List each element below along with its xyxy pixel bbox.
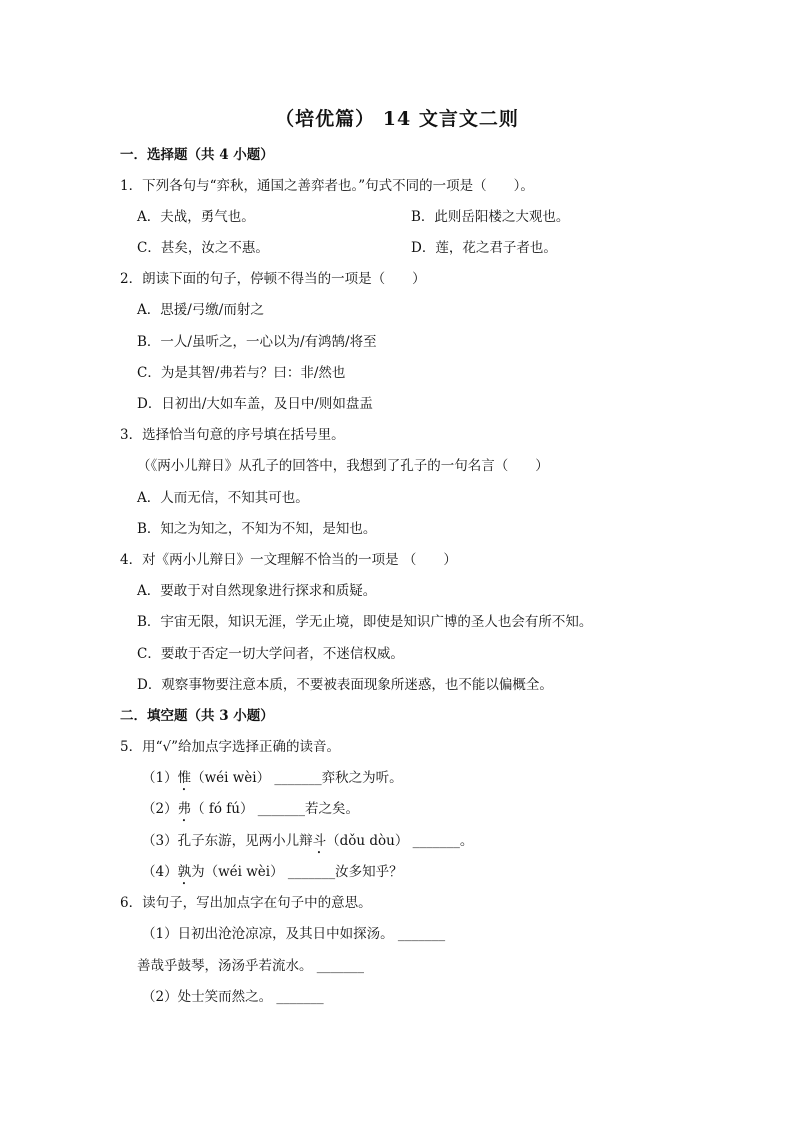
- question-6-stem: 6．读句子，写出加点字在句子中的意思。: [120, 895, 372, 911]
- question-3-option-b: B．知之为知之，不知为不知，是知也。: [137, 521, 377, 537]
- question-2-option-a: A．思援/弓缴/而射之: [137, 302, 264, 318]
- question-3-subtext: （《两小儿辩日》从孔子的回答中，我想到了孔子的一句名言（ ）: [137, 458, 549, 474]
- dotted-character: 斗: [312, 833, 327, 849]
- question-5-item-2: [142, 800, 359, 825]
- question-5-stem: 5．用“√”给加点字选择正确的读音。: [120, 739, 340, 755]
- question-5-item-4: [142, 863, 403, 888]
- pinyin-options: 为（wéi wèi）: [191, 864, 284, 880]
- item-suffix: 。: [459, 833, 474, 849]
- question-1-option-c: C．甚矣，汝之不惠。: [137, 240, 269, 256]
- item-suffix: 若之矣。: [305, 801, 360, 817]
- pinyin-options: （ fó fú）: [191, 801, 254, 817]
- page-title: （培优篇） 14 文言文二则: [275, 108, 519, 130]
- answer-blank[interactable]: _______: [287, 864, 336, 880]
- question-4-option-d: D．观察事物要注意本质，不要被表面现象所迷惑，也不能以偏概全。: [137, 677, 553, 693]
- question-1-option-b: B．此则岳阳楼之大观也。: [411, 209, 570, 225]
- question-2-option-c: C．为是其智/弗若与？曰：非/然也: [137, 365, 346, 381]
- question-1-option-a: A．夫战，勇气也。: [137, 209, 255, 225]
- question-6-line-1: （1）日初出沧沧凉凉，及其日中如探汤。 _______: [142, 926, 446, 942]
- question-5-item-3: [142, 832, 473, 857]
- question-1-stem: 1．下列各句与“弈秋，通国之善弈者也。”句式不同的一项是（ ）。: [120, 178, 534, 194]
- question-2-stem: 2．朗读下面的句子，停顿不得当的一项是（ ）: [120, 271, 426, 287]
- dotted-character: 孰: [177, 864, 192, 880]
- item-suffix: 弈秋之为听。: [321, 770, 403, 786]
- dotted-character: 惟: [177, 770, 192, 786]
- item-prefix: （3）孔子东游，见两小儿辩: [142, 833, 313, 849]
- dotted-character: 弗: [177, 801, 192, 817]
- question-4-option-a: A．要敢于对自然现象进行探求和质疑。: [137, 583, 377, 599]
- question-4-stem: 4．对《两小儿辩日》一文理解不恰当的一项是 （ ）: [120, 552, 457, 568]
- pinyin-options: （wéi wèi）: [191, 770, 271, 786]
- question-1-option-d: D．莲，花之君子者也。: [411, 240, 557, 256]
- section-heading-fill: 二．填空题（共 3 小题）: [120, 708, 274, 724]
- question-5-item-1: [142, 769, 403, 794]
- item-suffix: 汝多知乎？: [335, 864, 403, 880]
- answer-blank[interactable]: _______: [257, 801, 306, 817]
- question-6-line-3: （2）处士笑而然之。 _______: [142, 989, 324, 1005]
- section-heading-choice: 一．选择题（共 4 小题）: [120, 147, 274, 163]
- answer-blank[interactable]: _______: [274, 770, 322, 786]
- question-4-option-c: C．要敢于否定一切大学问者，不迷信权威。: [137, 646, 404, 662]
- pinyin-options: （dǒu dòu）: [326, 833, 409, 849]
- question-2-option-b: B．一人/虽听之，一心以为/有鸿鹄/将至: [137, 334, 377, 350]
- item-prefix: （2）: [142, 801, 178, 817]
- question-2-option-d: D．日初出/大如车盖，及日中/则如盘盂: [137, 396, 373, 412]
- question-3-stem: 3．选择恰当句意的序号填在括号里。: [120, 427, 345, 443]
- item-prefix: （1）: [142, 770, 178, 786]
- item-prefix: （4）: [142, 864, 178, 880]
- question-4-option-b: B．宇宙无限，知识无涯，学无止境，即使是知识广博的圣人也会有所不知。: [137, 614, 593, 630]
- answer-blank[interactable]: _______: [412, 833, 460, 849]
- question-6-line-2: 善哉乎鼓琴，汤汤乎若流水。 _______: [137, 958, 365, 974]
- question-3-option-a: A．人而无信，不知其可也。: [137, 490, 309, 506]
